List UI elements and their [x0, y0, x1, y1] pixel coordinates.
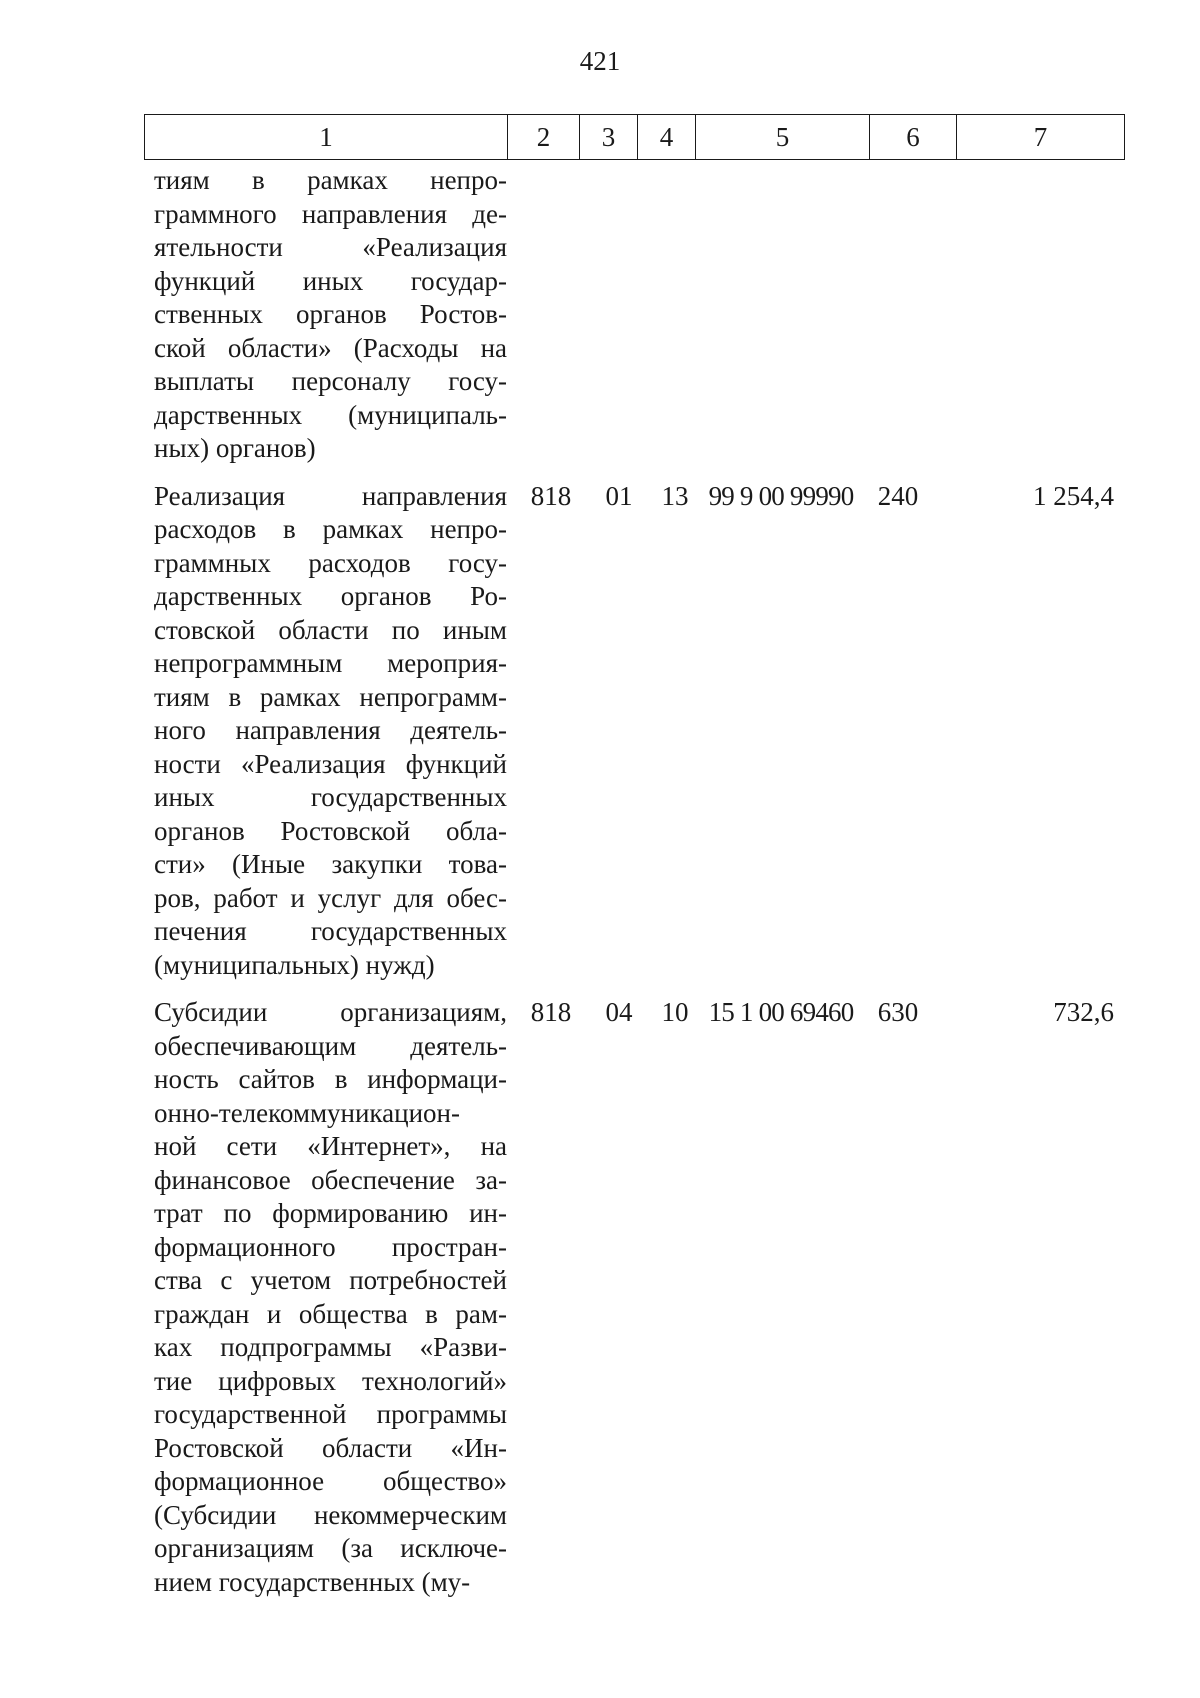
- description-line: иных государственных: [154, 782, 507, 812]
- description-line: (муниципальных) нужд): [154, 949, 435, 980]
- header-row: [145, 115, 1125, 160]
- table-body: [144, 164, 1124, 1599]
- header-col-1: 1: [145, 115, 508, 160]
- cell-col3: 01: [605, 480, 633, 511]
- header-col-3: 3: [580, 115, 638, 160]
- table-row: [144, 480, 1124, 983]
- description-line: ственных органов Ростов-: [154, 299, 507, 329]
- description-line: формационного простран-: [154, 1231, 507, 1262]
- description-line: граммного направления де-: [154, 198, 507, 229]
- description-line: печения государственных: [154, 916, 507, 946]
- description-line: Ростовской области «Ин-: [154, 1432, 507, 1463]
- description-line: тиям в рамках непрограмм-: [154, 681, 507, 712]
- description-line: государственной программы: [154, 1399, 507, 1429]
- description-line: ров, работ и услуг для обес-: [154, 882, 507, 913]
- description-line: ках подпрограммы «Разви-: [154, 1332, 507, 1362]
- description-line: дарственных органов Ро-: [154, 581, 507, 611]
- header-col-7: 7: [957, 115, 1125, 160]
- table-row: [144, 996, 1124, 1599]
- description-line: трат по формированию ин-: [154, 1198, 507, 1228]
- description-line: тиям в рамках непро-: [154, 165, 507, 195]
- description-line: непрограммным мероприя-: [154, 648, 507, 678]
- description-line: дарственных (муниципаль-: [154, 399, 507, 430]
- column-header-table: [144, 114, 1125, 160]
- description-line: органов Ростовской обла-: [154, 815, 507, 846]
- description-line: стовской области по иным: [154, 614, 507, 645]
- description-line: Реализация направления: [154, 480, 507, 511]
- cell-col2: 818: [530, 997, 572, 1027]
- cell-col3: 04: [605, 997, 633, 1027]
- description-line: Субсидии организациям,: [154, 997, 507, 1027]
- row-description: [144, 164, 507, 466]
- description-line: ятельности «Реализация: [154, 232, 507, 262]
- description-line: онно-телекоммуникацион-: [154, 1097, 460, 1128]
- table-row: [144, 164, 1124, 466]
- description-line: ской области» (Расходы на: [154, 332, 507, 363]
- page-number: 421: [579, 46, 621, 76]
- row-description: [144, 996, 507, 1599]
- cell-col5: 15 1 00 69460: [708, 997, 854, 1027]
- description-line: ность сайтов в информаци-: [154, 1064, 507, 1094]
- description-line: ности «Реализация функций: [154, 748, 507, 779]
- description-line: расходов в рамках непро-: [154, 514, 507, 544]
- cell-col6: 630: [877, 997, 919, 1027]
- header-col-2: 2: [508, 115, 580, 160]
- description-line: финансовое обеспечение за-: [154, 1164, 507, 1195]
- description-line: граммных расходов госу-: [154, 547, 507, 578]
- description-line: организациям (за исключе-: [154, 1533, 507, 1563]
- description-line: тие цифровых технологий»: [154, 1365, 507, 1396]
- cell-col4: 10: [661, 997, 689, 1027]
- cell-col4: 13: [661, 480, 689, 511]
- cell-col5: 99 9 00 99990: [708, 480, 854, 511]
- header-col-6: 6: [870, 115, 957, 160]
- description-line: формационное общество»: [154, 1466, 507, 1496]
- description-line: сти» (Иные закупки това-: [154, 849, 507, 879]
- row-description: [144, 480, 507, 983]
- description-line: ства с учетом потребностей: [154, 1265, 507, 1295]
- cell-col2: 818: [530, 480, 572, 511]
- description-line: функций иных государ-: [154, 265, 507, 296]
- cell-col7: 1 254,4: [1033, 480, 1114, 511]
- description-line: выплаты персоналу госу-: [154, 366, 507, 396]
- cell-col7: 732,6: [1053, 997, 1114, 1027]
- header-col-4: 4: [638, 115, 696, 160]
- header-col-5: 5: [696, 115, 870, 160]
- description-line: (Субсидии некоммерческим: [154, 1499, 507, 1530]
- cell-col6: 240: [877, 480, 919, 511]
- description-line: ных) органов): [154, 433, 316, 463]
- description-line: граждан и общества в рам-: [154, 1298, 507, 1329]
- description-line: ного направления деятель-: [154, 715, 507, 745]
- description-line: обеспечивающим деятель-: [154, 1030, 507, 1061]
- description-line: нием государственных (му-: [154, 1566, 471, 1597]
- description-line: ной сети «Интернет», на: [154, 1131, 507, 1161]
